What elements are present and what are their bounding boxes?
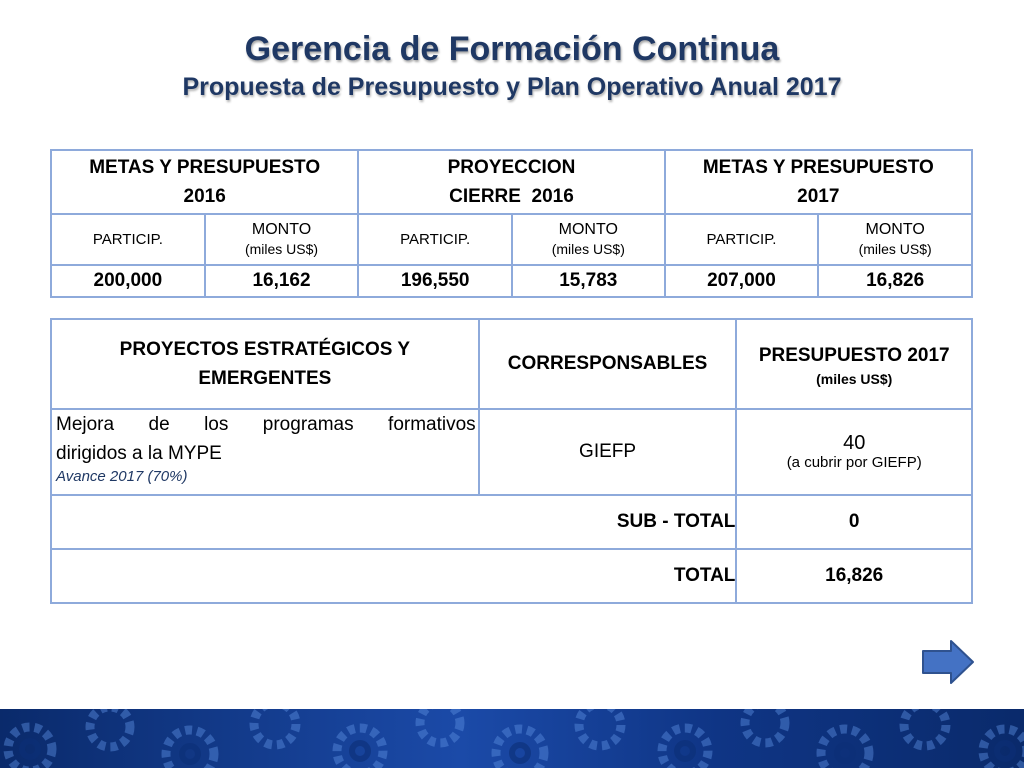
presupuesto-header-text: PRESUPUESTO 2017 xyxy=(758,344,950,366)
right-arrow-icon xyxy=(920,638,976,686)
project-budget: 40 xyxy=(843,432,866,454)
summary-header-proyeccion xyxy=(358,150,664,214)
project-budget-note: (a cubrir por GIEFP) xyxy=(786,454,922,471)
monto-value-2017: 16,826 xyxy=(818,265,972,297)
summary-header-line1: METAS Y PRESUPUESTO xyxy=(89,157,321,178)
corresponsables-header: CORRESPONSABLES xyxy=(479,319,737,409)
summary-header-2016 xyxy=(51,150,358,214)
page-subtitle: Propuesta de Presupuesto y Plan Operativo Anual 2017 xyxy=(182,73,842,101)
summary-header-line1: PROYECCION xyxy=(447,157,576,178)
monto-label xyxy=(818,214,972,265)
summary-header-line2: 2017 xyxy=(797,186,840,207)
page-title: Gerencia de Formación Continua xyxy=(244,30,780,68)
project-responsible: GIEFP xyxy=(479,409,737,495)
particip-value-cierre: 196,550 xyxy=(358,265,512,297)
projects-header-line1: PROYECTOS ESTRATÉGICOS Y xyxy=(119,339,411,360)
monto-unit: (miles US$) xyxy=(244,241,319,257)
summary-header-line2: CIERRE 2016 xyxy=(449,186,574,207)
total-value: 16,826 xyxy=(736,549,972,603)
summary-header-line1: METAS Y PRESUPUESTO xyxy=(702,157,934,178)
presupuesto-header xyxy=(736,319,972,409)
monto-label-text: MONTO xyxy=(251,221,312,238)
monto-value-cierre: 15,783 xyxy=(512,265,665,297)
subtotal-value: 0 xyxy=(736,495,972,549)
monto-value-2016: 16,162 xyxy=(205,265,359,297)
total-label: TOTAL xyxy=(51,549,736,603)
monto-label xyxy=(512,214,665,265)
presupuesto-header-unit: (miles US$) xyxy=(816,370,893,387)
monto-unit: (miles US$) xyxy=(551,241,625,257)
project-name-line2: dirigidos a la MYPE xyxy=(56,443,222,464)
subtotal-label: SUB - TOTAL xyxy=(51,495,736,549)
projects-header-line2: EMERGENTES xyxy=(198,368,332,389)
monto-label xyxy=(205,214,359,265)
footer-gear-band xyxy=(0,709,1024,768)
project-budget-cell xyxy=(736,409,972,495)
monto-label-text: MONTO xyxy=(558,221,618,238)
gear-pattern-icon xyxy=(0,709,1024,768)
monto-label-text: MONTO xyxy=(865,221,925,238)
project-progress: Avance 2017 (70%) xyxy=(56,468,188,485)
particip-value-2016: 200,000 xyxy=(51,265,205,297)
summary-header-line2: 2016 xyxy=(183,186,226,207)
particip-value-2017: 207,000 xyxy=(665,265,819,297)
projects-table xyxy=(50,318,973,604)
monto-unit: (miles US$) xyxy=(858,241,932,257)
particip-label: PARTICIP. xyxy=(51,214,205,265)
particip-label: PARTICIP. xyxy=(665,214,819,265)
particip-label: PARTICIP. xyxy=(358,214,512,265)
project-name-line1: Mejora de los programas formativos xyxy=(56,414,476,435)
summary-table xyxy=(50,149,973,298)
summary-header-2017 xyxy=(665,150,972,214)
projects-header xyxy=(51,319,479,409)
project-name-cell xyxy=(51,409,479,495)
next-slide-button[interactable] xyxy=(920,638,976,686)
